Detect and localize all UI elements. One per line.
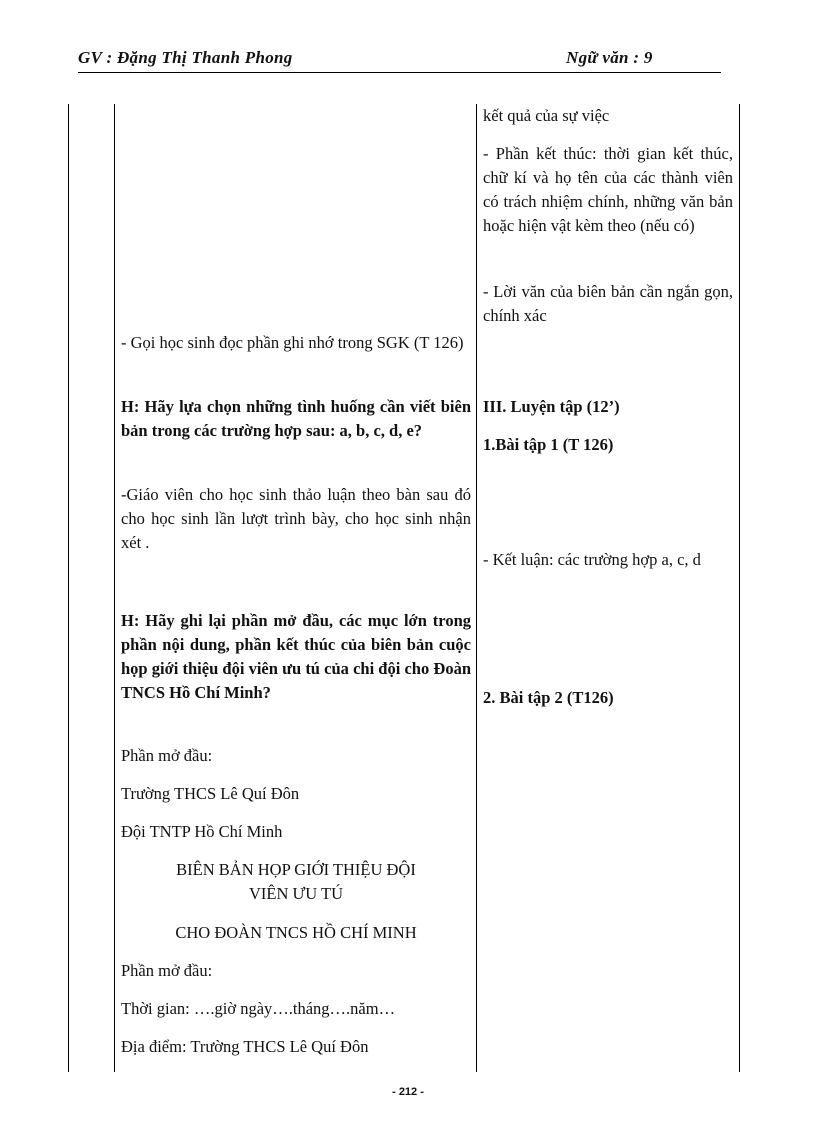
table-border-outer-left <box>68 104 69 1072</box>
table-border-right <box>739 104 740 1072</box>
left-question-situations: H: Hãy lựa chọn những tình huống cần viết biên bản trong các trường hợp sau: a, b, c, d, e? <box>121 397 471 440</box>
right-exercise-2: 2. Bài tập 2 (T126) <box>483 688 614 707</box>
table-border-left <box>114 104 115 1072</box>
left-paragraph-discussion: -Giáo viên cho học sinh thảo luận theo bàn sau đó cho học sinh lần lượt trình bày, cho học sinh nhận xét . <box>121 485 471 552</box>
right-exercise-1: 1.Bài tập 1 (T 126) <box>483 435 614 454</box>
right-language-note: - Lời văn của biên bản cần ngắn gọn, chính xác <box>483 282 733 325</box>
teacher-name: GV : Đặng Thị Thanh Phong <box>78 48 293 67</box>
left-document-title: BIÊN BẢN HỌP GIỚI THIỆU ĐỘI VIÊN ƯU TÚ <box>176 860 416 903</box>
right-result-line: kết quả của sự việc <box>483 106 610 125</box>
right-practice-heading: III. Luyện tập (12’) <box>483 397 620 416</box>
page-number: - 212 - <box>392 1086 424 1098</box>
left-question-minutes: H: Hãy ghi lại phần mở đầu, các mục lớn trong phần nội dung, phần kết thúc của biên bản cuộc họp giới thiệu đội viên ưu tú của chi đội cho Đoàn TNCS Hồ Chí Minh? <box>121 611 471 702</box>
left-opening-label: Phần mở đầu: <box>121 746 213 765</box>
subject-grade: Ngữ văn : 9 <box>566 48 653 67</box>
left-organization-name: Đội TNTP Hồ Chí Minh <box>121 822 283 841</box>
left-paragraph-read-summary: - Gọi học sinh đọc phần ghi nhớ trong SGK (T 126) <box>121 333 464 352</box>
left-place-line: Địa điểm: Trường THCS Lê Quí Đôn <box>121 1037 369 1056</box>
left-time-line: Thời gian: ….giờ ngày….tháng….năm… <box>121 999 396 1018</box>
table-border-middle <box>476 104 477 1072</box>
left-opening-label-2: Phần mở đầu: <box>121 961 213 980</box>
left-document-subtitle: CHO ĐOÀN TNCS HỒ CHÍ MINH <box>175 923 417 942</box>
left-school-name: Trường THCS Lê Quí Đôn <box>121 784 300 803</box>
page-header <box>78 46 721 73</box>
right-exercise-1-conclusion: - Kết luận: các trường hợp a, c, d <box>483 550 701 569</box>
right-conclusion-part: - Phần kết thúc: thời gian kết thúc, chữ kí và họ tên của các thành viên có trách nhiệm chính, những văn bản hoặc hiện vật kèm theo (nếu có) <box>483 144 733 235</box>
